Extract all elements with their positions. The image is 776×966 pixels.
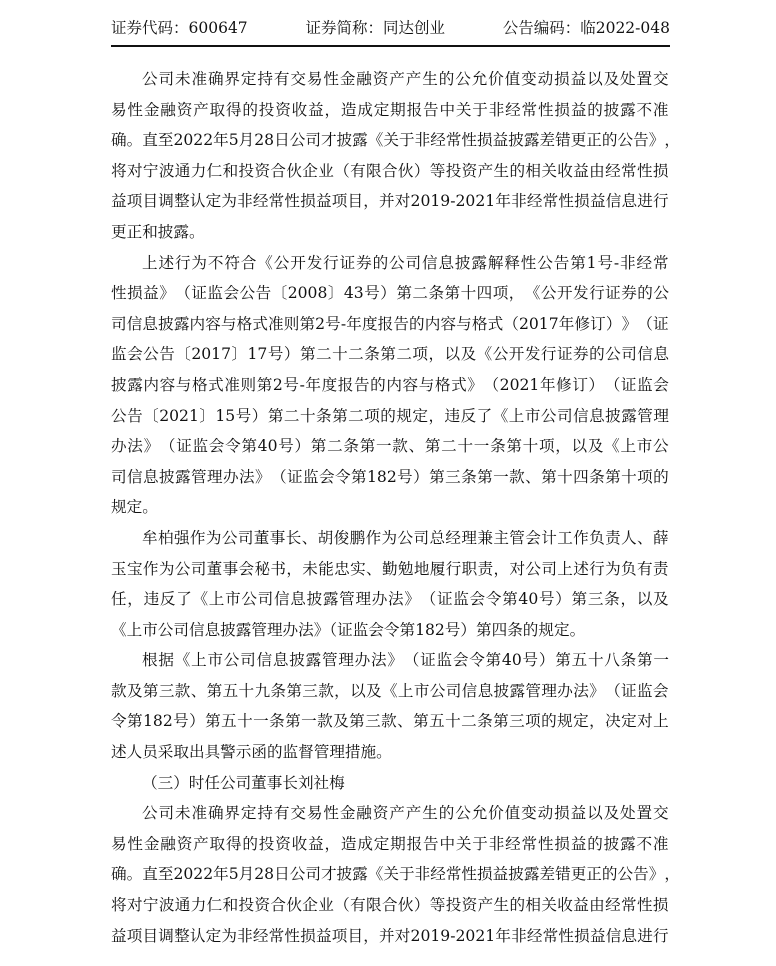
text-line: 任 ， 违 反 了 《 上 市 公 司 信 息 披 露 管 理 办 法 》 （ 证 监 会 令 第 40 号 ） 第 三 条 ， 以 及 [111,590,669,609]
paragraph [111,248,669,523]
text-line: 玉 宝 作 为 公 司 董 事 会 秘 书 ， 未 能 忠 实 、 勤 勉 地 履 行 职 责 ， 对 公 司 上 述 行 为 负 有 责 [111,559,669,578]
stock-name: 证券简称：同达创业 [305,19,445,37]
text-line: 易 性 金 融 资 产 取 得 的 投 资 收 益 ， 造 成 定 期 报 告 中 关 于 非 经 常 性 损 益 的 披 露 不 准 [111,834,669,853]
text-line: 《上市公司信息披露管理办法》（证监会令第182号）第四条的规定。 [111,620,586,639]
text-line: 易 性 金 融 资 产 取 得 的 投 资 收 益 ， 造 成 定 期 报 告 中 关 于 非 经 常 性 损 益 的 披 露 不 准 [111,100,669,119]
text-line: 披 露 内 容 与 格 式 准 则 第 2 号 - 年 度 报 告 的 内 容 与 格 式 》 （ 2021 年 修 订 ） （ 证 监 会 [111,375,669,394]
text-line: 规定。 [111,498,158,517]
stock-code: 证券代码：600647 [111,19,248,37]
text-line: 述人员采取出具警示函的监督管理措施。 [111,743,392,762]
text-line: 司 信 息 披 露 内 容 与 格 式 准 则 第 2 号 - 年 度 报 告 的 内 容 与 格 式 （ 2017 年 修 订 ） 》 （ 证 [111,314,669,333]
text-line: 公 司 未 准 确 界 定 持 有 交 易 性 金 融 资 产 产 生 的 公 允 价 值 变 动 损 益 以 及 处 置 交 [142,804,669,823]
text-line: 款 及 第 三 款 、 第 五 十 九 条 第 三 款 ， 以 及 《 上 市 公 司 信 息 披 露 管 理 办 法 》 （ 证 监 会 [111,681,669,700]
text-line: 上 述 行 为 不 符 合 《 公 开 发 行 证 券 的 公 司 信 息 披 露 解 释 性 公 告 第 1 号 - 非 经 常 [142,253,669,272]
paragraph [111,64,680,248]
text-line: 益 项 目 调 整 认 定 为 非 经 常 性 损 益 项 目 ， 并 对 2019-2021 年 非 经 常 性 损 益 信 息 进 行 [111,926,669,945]
text-line: 办 法 》 （ 证 监 会 令 第 40 号 ） 第 二 条 第 一 款 、 第 二 十 一 条 第 十 项 ， 以 及 《 上 市 公 [111,437,669,456]
text-line: 根 据 《 上 市 公 司 信 息 披 露 管 理 办 法 》 （ 证 监 会 令 第 40 号 ） 第 五 十 八 条 第 一 [142,651,669,670]
page-header [111,10,670,44]
text-line: 确 。 直 至 2022 年 5 月 28 日 公 司 才 披 露 《 关 于 非 经 常 性 损 益 披 露 差 错 更 正 的 公 告 》 ， [111,131,680,150]
text-line: 将 对 宁 波 通 力 仁 和 投 资 合 伙 企 业 （ 有 限 合 伙 ） 等 投 资 产 生 的 相 关 收 益 由 经 常 性 损 [111,896,669,915]
text-line: 公 司 未 准 确 界 定 持 有 交 易 性 金 融 资 产 产 生 的 公 允 价 值 变 动 损 益 以 及 处 置 交 [142,70,669,88]
text-line: 监 会 公 告 〔 2017 〕 17 号 ） 第 二 十 二 条 第 二 项 ， 以 及 《 公 开 发 行 证 券 的 公 司 信 息 [111,345,669,364]
notice-number: 公告编码：临2022-048 [502,19,670,37]
document-body [111,64,680,951]
paragraph [111,523,669,645]
text-line: 确 。 直 至 2022 年 5 月 28 日 公 司 才 披 露 《 关 于 非 经 常 性 损 益 披 露 差 错 更 正 的 公 告 》 ， [111,865,680,884]
text-line: 将 对 宁 波 通 力 仁 和 投 资 合 伙 企 业 （ 有 限 合 伙 ） 等 投 资 产 生 的 相 关 收 益 由 经 常 性 损 [111,161,669,180]
text-line: 司 信 息 披 露 管 理 办 法 》 （ 证 监 会 令 第 182 号 ） 第 三 条 第 一 款 、 第 十 四 条 第 十 项 的 [111,467,669,486]
text-line: 公 告 〔 2021 〕 15 号 ） 第 二 十 条 第 二 项 的 规 定 ， 违 反 了 《 上 市 公 司 信 息 披 露 管 理 [111,406,669,425]
text-line: （三）时任公司董事长刘社梅 [142,773,345,792]
text-line: 令 第 182 号 ） 第 五 十 一 条 第 一 款 及 第 三 款 、 第 五 十 二 条 第 三 项 的 规 定 ， 决 定 对 上 [111,712,669,731]
text-line: 益 项 目 调 整 认 定 为 非 经 常 性 损 益 项 目 ， 并 对 2019-2021 年 非 经 常 性 损 益 信 息 进 行 [111,192,669,211]
header-divider [111,45,670,47]
paragraph [111,798,680,951]
text-line: 牟 柏 强 作 为 公 司 董 事 长 、 胡 俊 鹏 作 为 公 司 总 经 理 兼 主 管 会 计 工 作 负 责 人 、 薛 [142,528,669,547]
text-line: 更正和披露。 [111,222,205,241]
paragraph [111,645,669,767]
paragraph [111,768,669,799]
text-line: 性 损 益 》 （ 证 监 会 公 告 〔 2008 〕 43 号 ） 第 二 条 第 十 四 项 ， 《 公 开 发 行 证 券 的 公 [111,284,669,303]
